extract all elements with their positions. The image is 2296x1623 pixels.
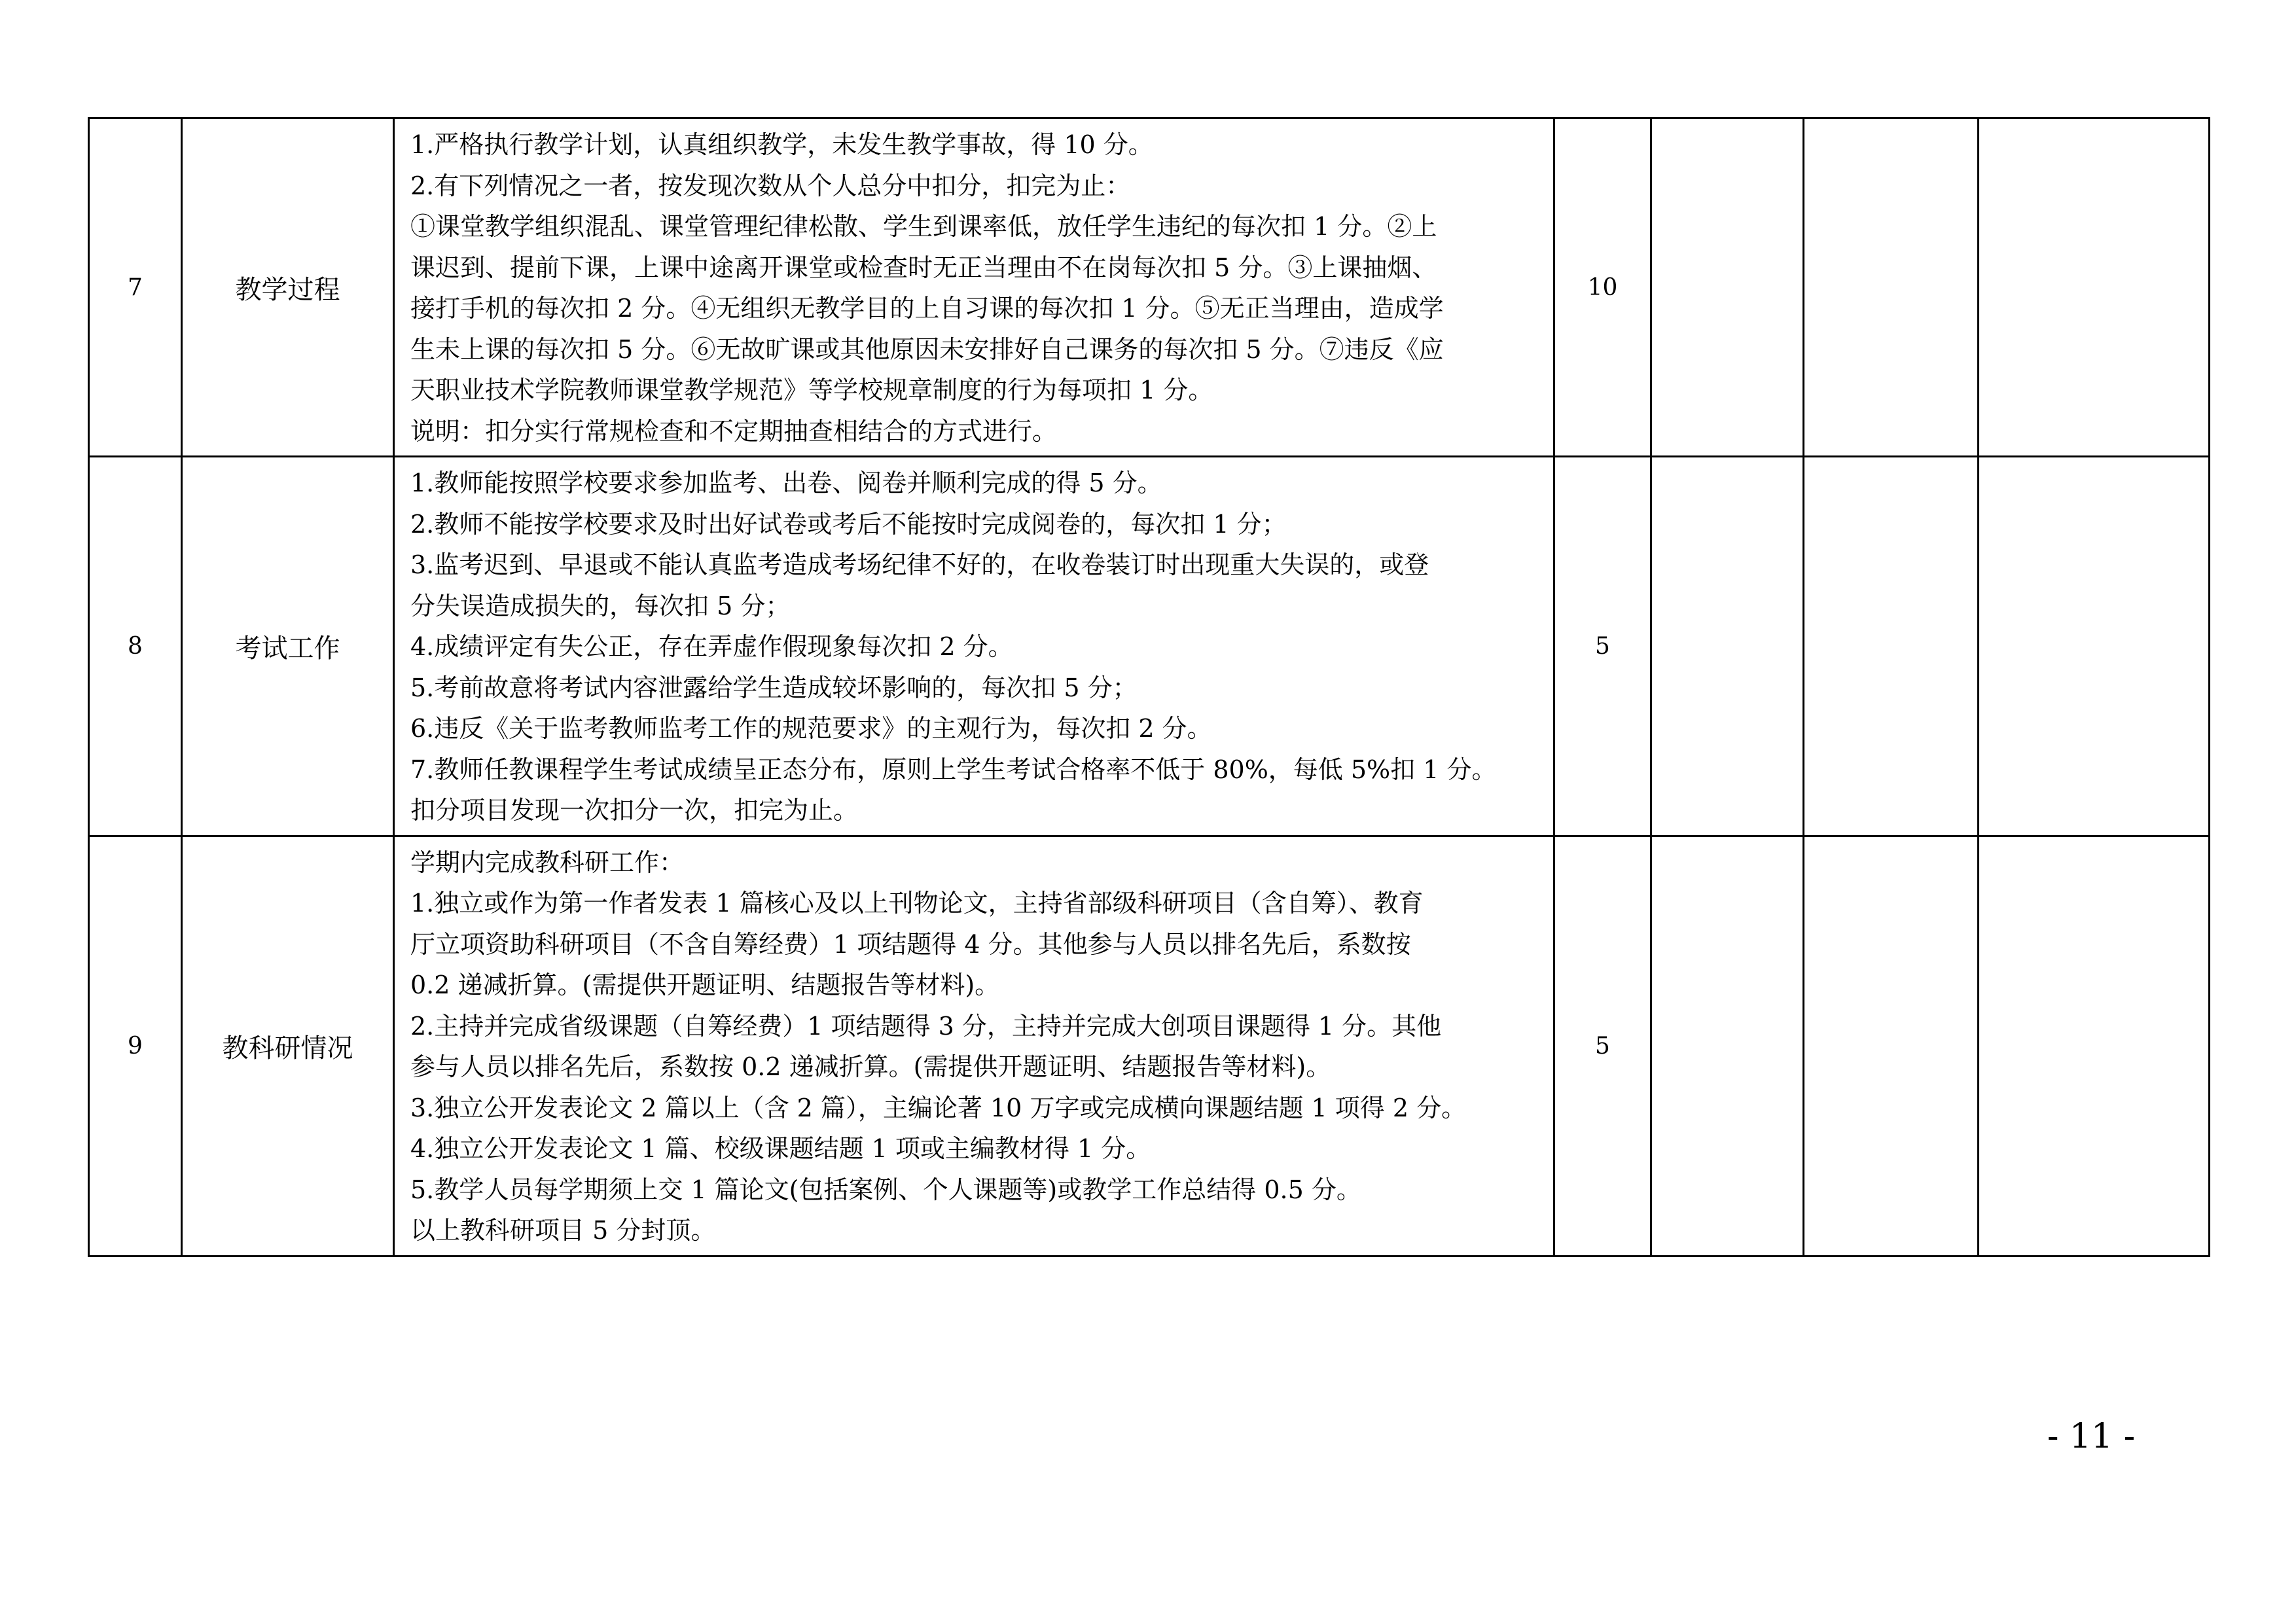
criteria-line: 0.2 递减折算。(需提供开题证明、结题报告等材料)。 xyxy=(410,971,1000,999)
criteria-cell xyxy=(394,118,1554,457)
empty-cell xyxy=(1651,457,1804,836)
criteria-line: 4.独立公开发表论文 1 篇、校级课题结题 1 项或主编教材得 1 分。 xyxy=(410,1134,1151,1163)
empty-cell xyxy=(1979,836,2210,1256)
criteria-line: 2.主持并完成省级课题（自筹经费）1 项结题得 3 分，主持并完成大创项目课题得 1 分。其他 xyxy=(410,1011,1442,1041)
max-score-cell: 5 xyxy=(1554,836,1651,1256)
table-row xyxy=(89,118,2210,457)
criteria-line: 2.教师不能按学校要求及时出好试卷或考后不能按时完成阅卷的，每次扣 1 分； xyxy=(410,509,1287,539)
row-number-cell: 9 xyxy=(89,836,182,1256)
criteria-line: 4.成绩评定有失公正，存在弄虚作假现象每次扣 2 分。 xyxy=(410,632,1013,661)
criteria-line: 天职业技术学院教师课堂教学规范》等学校规章制度的行为每项扣 1 分。 xyxy=(410,376,1213,404)
criteria-line: 课迟到、提前下课，上课中途离开课堂或检查时无正当理由不在岗每次扣 5 分。③上课抽烟、 xyxy=(410,253,1437,282)
criteria-line: 6.违反《关于监考教师监考工作的规范要求》的主观行为，每次扣 2 分。 xyxy=(410,714,1212,743)
max-score-cell: 5 xyxy=(1554,457,1651,836)
table-row xyxy=(89,836,2210,1256)
criteria-line: ①课堂教学组织混乱、课堂管理纪律松散、学生到课率低，放任学生违纪的每次扣 1 分。②上 xyxy=(410,212,1437,241)
row-number-cell: 8 xyxy=(89,457,182,836)
criteria-cell xyxy=(394,457,1554,836)
criteria-line: 1.教师能按照学校要求参加监考、出卷、阅卷并顺利完成的得 5 分。 xyxy=(410,469,1162,497)
criteria-line: 7.教师任教课程学生考试成绩呈正态分布，原则上学生考试合格率不低于 80%，每低 5%扣 1 分。 xyxy=(410,755,1497,784)
item-name-cell: 教学过程 xyxy=(182,118,394,457)
empty-cell xyxy=(1804,836,1979,1256)
page-number: - 11 - xyxy=(2047,1417,2136,1456)
criteria-line: 5.教学人员每学期须上交 1 篇论文(包括案例、个人课题等)或教学工作总结得 0.5 分。 xyxy=(410,1175,1361,1204)
criteria-line: 2.有下列情况之一者，按发现次数从个人总分中扣分，扣完为止： xyxy=(410,171,1131,200)
criteria-line: 5.考前故意将考试内容泄露给学生造成较坏影响的，每次扣 5 分； xyxy=(410,673,1138,702)
max-score-cell: 10 xyxy=(1554,118,1651,457)
empty-cell xyxy=(1804,457,1979,836)
empty-cell xyxy=(1979,457,2210,836)
criteria-line: 厅立项资助科研项目（不含自筹经费）1 项结题得 4 分。其他参与人员以排名先后，系数按 xyxy=(410,929,1411,959)
criteria-line: 接打手机的每次扣 2 分。④无组织无教学目的上自习课的每次扣 1 分。⑤无正当理由，造成学 xyxy=(410,294,1444,323)
item-name-cell: 考试工作 xyxy=(182,457,394,836)
empty-cell xyxy=(1804,118,1979,457)
table-row xyxy=(89,457,2210,836)
row-number-cell: 7 xyxy=(89,118,182,457)
criteria-line: 分失误造成损失的，每次扣 5 分； xyxy=(410,591,791,620)
criteria-line: 学期内完成教科研工作： xyxy=(410,847,685,877)
assessment-table xyxy=(88,117,2210,1257)
criteria-line: 1.严格执行教学计划，认真组织教学，未发生教学事故，得 10 分。 xyxy=(410,130,1153,159)
item-name-cell: 教科研情况 xyxy=(182,836,394,1256)
criteria-line: 1.独立或作为第一作者发表 1 篇核心及以上刊物论文，主持省部级科研项目（含自筹）、教育 xyxy=(410,889,1424,918)
criteria-line: 3.监考迟到、早退或不能认真监考造成考场纪律不好的，在收卷装订时出现重大失误的，或登 xyxy=(410,550,1429,579)
empty-cell xyxy=(1979,118,2210,457)
criteria-line: 以上教科研项目 5 分封顶。 xyxy=(410,1216,716,1245)
empty-cell xyxy=(1651,118,1804,457)
criteria-line: 扣分项目发现一次扣分一次，扣完为止。 xyxy=(410,796,859,825)
criteria-line: 生未上课的每次扣 5 分。⑥无故旷课或其他原因未安排好自己课务的每次扣 5 分。⑦违反《应 xyxy=(410,334,1444,364)
criteria-line: 3.独立公开发表论文 2 篇以上（含 2 篇），主编论著 10 万字或完成横向课题结题 1 项得 2 分。 xyxy=(410,1093,1467,1122)
criteria-line: 说明：扣分实行常规检查和不定期抽查相结合的方式进行。 xyxy=(410,416,1058,446)
criteria-line: 参与人员以排名先后，系数按 0.2 递减折算。(需提供开题证明、结题报告等材料)。 xyxy=(410,1052,1331,1081)
empty-cell xyxy=(1651,836,1804,1256)
criteria-cell xyxy=(394,836,1554,1256)
table-body xyxy=(89,118,2210,1257)
